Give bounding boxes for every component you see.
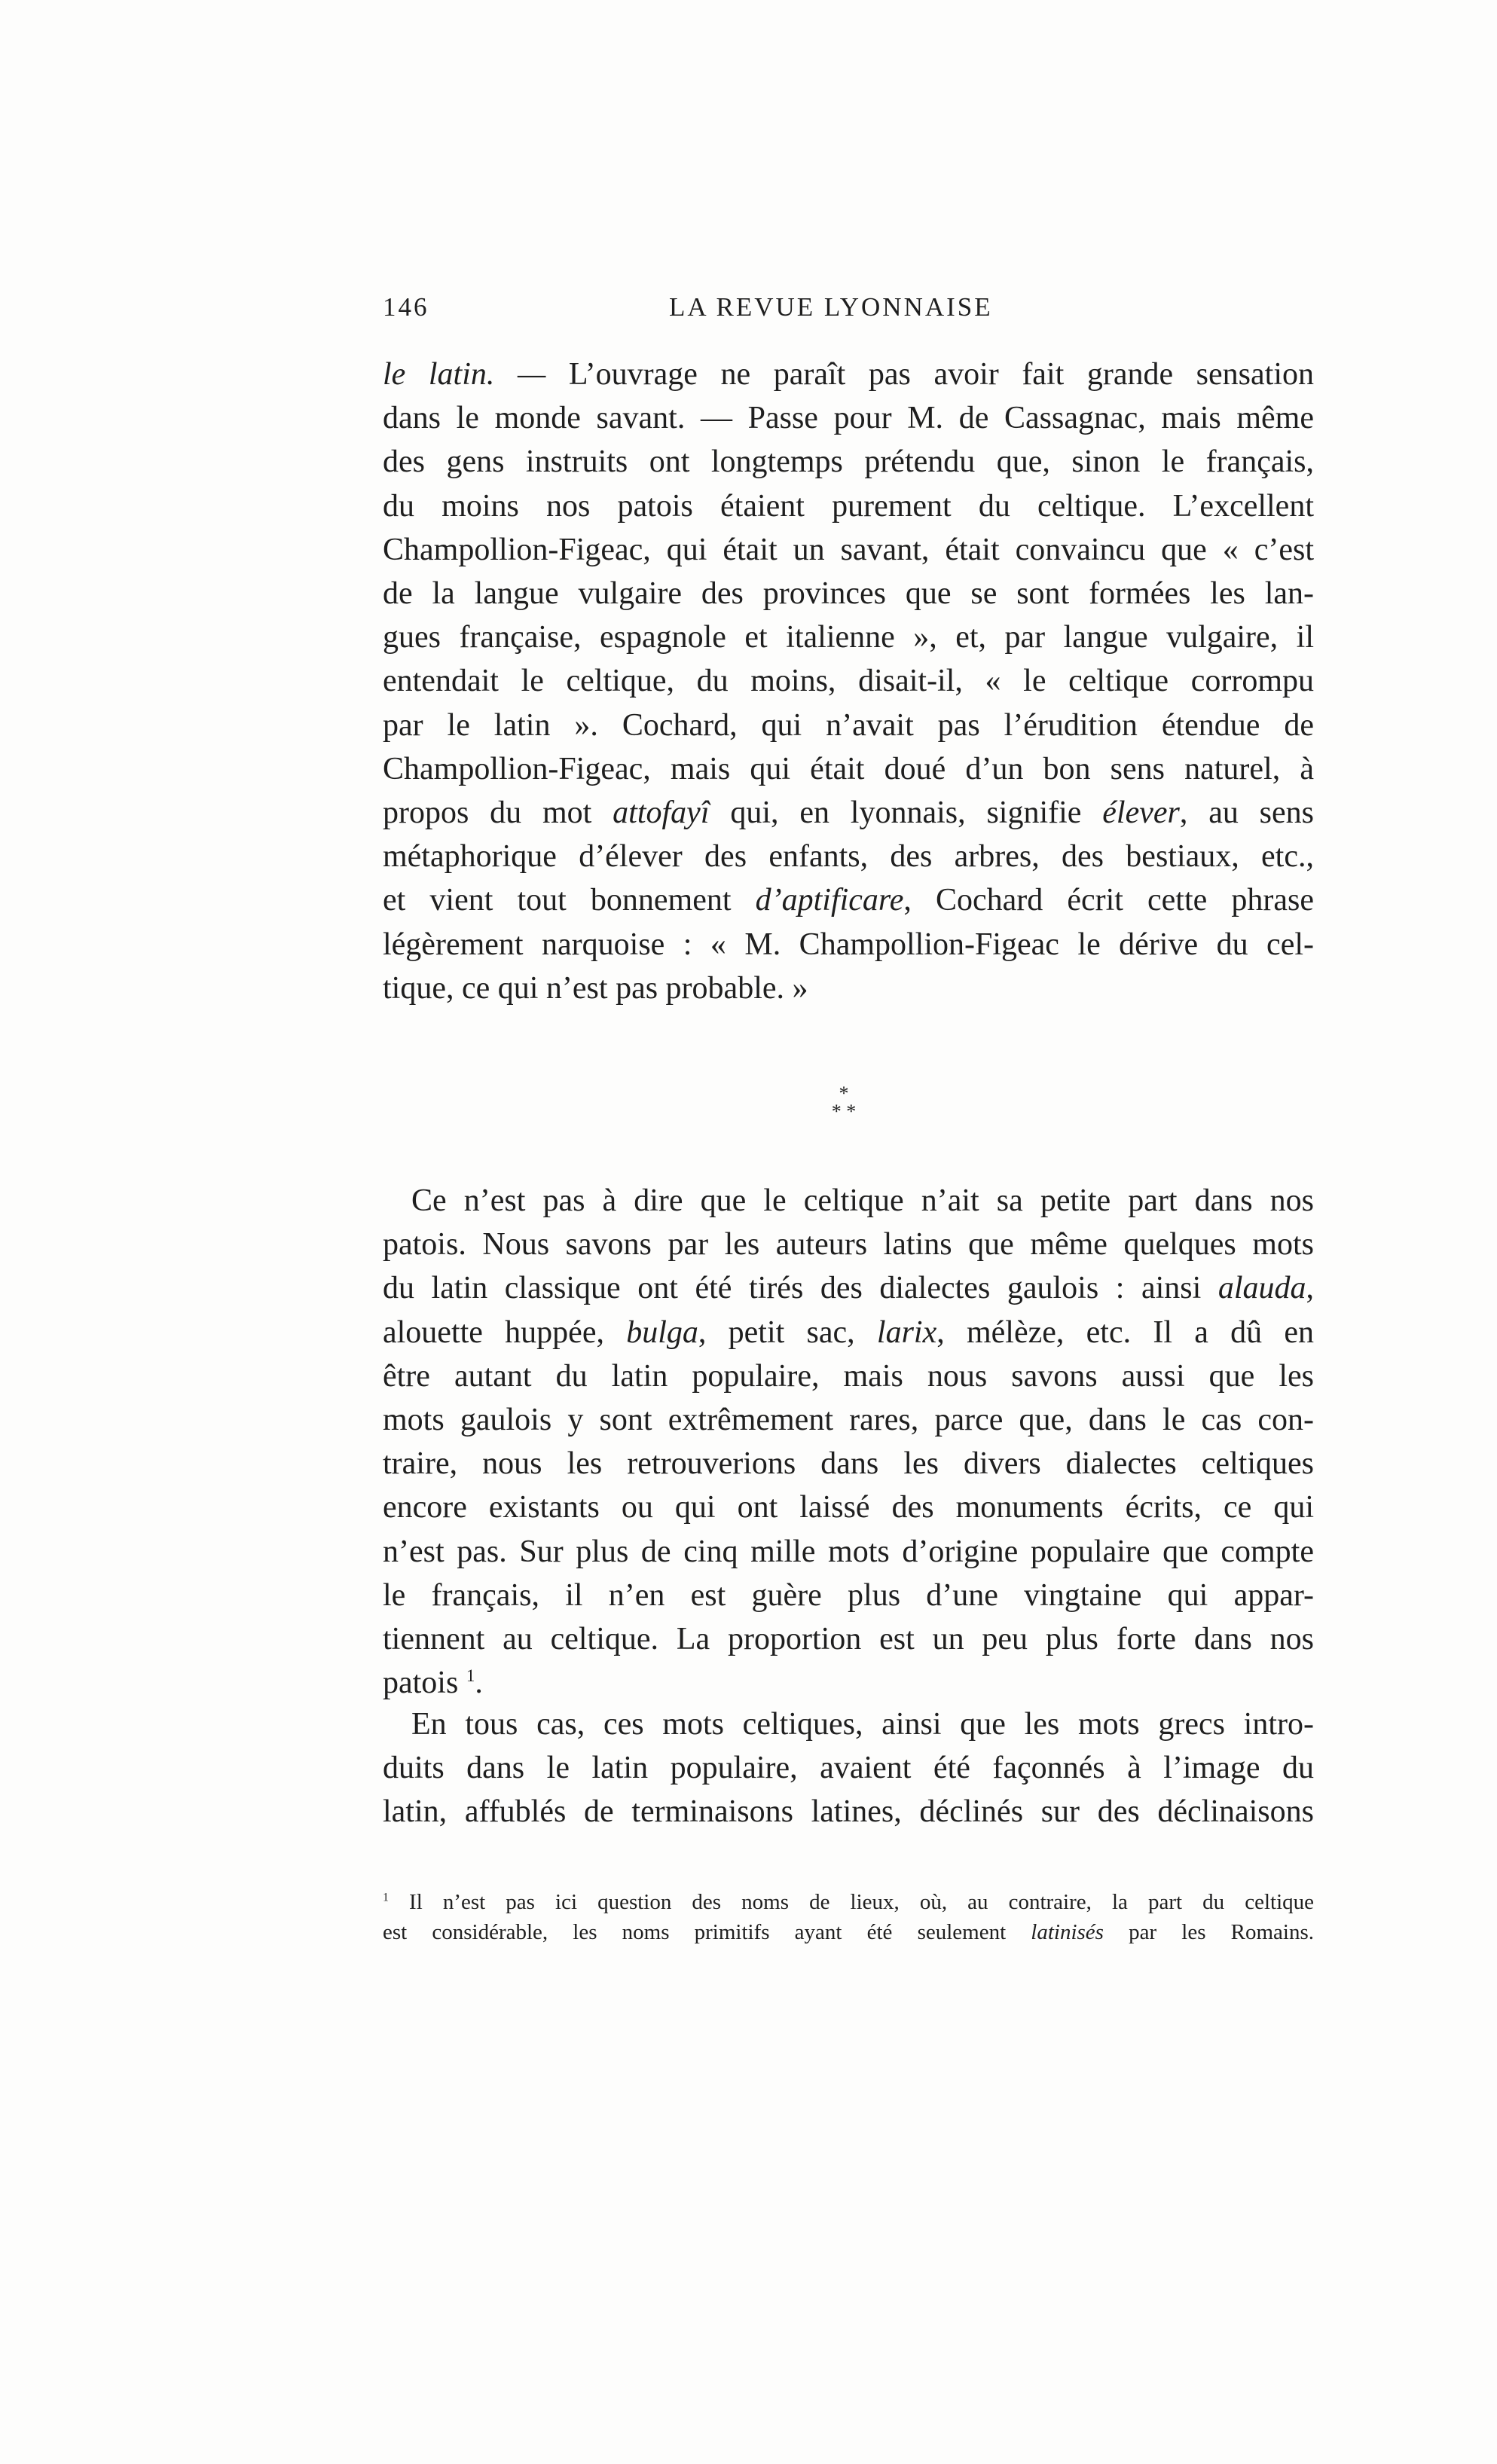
text-line: gues française, espagnole et italienne », et, par langue vulgaire, il [383, 620, 1314, 655]
footnote-marker: 1 [466, 1666, 475, 1686]
text-line: Champollion-Figeac, qui était un savant, était convaincu que « c’est [383, 532, 1314, 567]
text-line: Champollion-Figeac, mais qui était doué d’un bon sens naturel, à [383, 751, 1314, 786]
text-line: mots gaulois y sont extrêmement rares, parce que, dans le cas con- [383, 1403, 1314, 1438]
paragraph-1 [383, 353, 1314, 1010]
text-line: duits dans le latin populaire, avaient été façonnés à l’image du [383, 1751, 1314, 1786]
asterism-top: * [839, 1082, 849, 1104]
text-line: légèrement narquoise : « M. Champollion-Figeac le dérive du cel- [383, 927, 1314, 962]
footnote-line: $^1$ Il n’est pas ici question des noms de lieux, où, au contraire, la part du celtique [383, 1890, 1314, 1914]
text-line: patois $^1$. [383, 1666, 483, 1701]
text-line: Ce n’est pas à dire que le celtique n’ait sa petite part dans nos [411, 1183, 1314, 1218]
footnote-line: est considérable, les noms primitifs ayant été seulement latinisés par les Romains. [383, 1920, 1315, 1944]
paragraph-2 [383, 1179, 1314, 1705]
asterism-bottom: * * [831, 1101, 857, 1122]
italic-text: attofayî [613, 795, 710, 831]
text-line: de la langue vulgaire des provinces que se sont formées les lan- [383, 576, 1314, 612]
text-line: propos du mot attofayî qui, en lyonnais, signifie élever, au sens [383, 795, 1314, 831]
italic-text: élever [1102, 795, 1180, 831]
italic-text: d’aptificare [755, 883, 904, 918]
asterism-ornament [814, 1082, 874, 1137]
text-line: dans le monde savant. — Passe pour M. de Cassagnac, mais même [383, 401, 1314, 436]
text-line: par le latin ». Cochard, qui n’avait pas l’érudition étendue de [383, 707, 1314, 743]
journal-title: LA REVUE LYONNAISE [669, 292, 993, 322]
page-number: 146 [383, 292, 429, 322]
text-line: être autant du latin populaire, mais nous savons aussi que les [383, 1358, 1314, 1394]
text-line: le français, il n’en est guère plus d’une vingtaine qui appar- [383, 1577, 1314, 1613]
text-line: alouette huppée, bulga, petit sac, larix, mélèze, etc. Il a dû en [383, 1314, 1315, 1350]
text-line: entendait le celtique, du moins, disait-il, « le celtique corrompu [383, 664, 1314, 699]
footnote-number: 1 [383, 1891, 389, 1904]
text-line: En tous cas, ces mots celtiques, ainsi que les mots grecs intro- [411, 1707, 1314, 1742]
text-line: et vient tout bonnement d’aptificare, Cochard écrit cette phrase [383, 883, 1314, 918]
text-line: traire, nous les retrouverions dans les divers dialectes celtiques [383, 1446, 1314, 1482]
text-line: tiennent au celtique. La proportion est un peu plus forte dans nos [383, 1622, 1314, 1657]
italic-text: bulga [626, 1314, 698, 1350]
text-line: encore existants ou qui ont laissé des monuments écrits, ce qui [383, 1490, 1314, 1525]
italic-text: alauda [1217, 1271, 1306, 1306]
text-line: le latin. — L’ouvrage ne paraît pas avoir fait grande sensation [383, 357, 1314, 392]
text-line: du moins nos patois étaient purement du celtique. L’excellent [383, 488, 1314, 524]
text-line: tique, ce qui n’est pas probable. » [383, 970, 808, 1006]
text-line: n’est pas. Sur plus de cinq mille mots d’origine populaire que compte [383, 1534, 1314, 1569]
text-line: métaphorique d’élever des enfants, des arbres, des bestiaux, etc., [383, 839, 1314, 875]
italic-text: le latin. — [383, 357, 546, 392]
text-line: du latin classique ont été tirés des dialectes gaulois : ainsi alauda, [383, 1271, 1314, 1306]
text-line: latin, affublés de terminaisons latines, déclinés sur des déclinaisons [383, 1794, 1314, 1830]
text-line: des gens instruits ont longtemps prétendu que, sinon le français, [383, 444, 1314, 480]
paragraph-3 [383, 1702, 1314, 1834]
text-line: patois. Nous savons par les auteurs latins que même quelques mots [383, 1227, 1314, 1263]
italic-text: larix [876, 1314, 937, 1350]
italic-text: latinisés [1031, 1920, 1104, 1944]
running-head [383, 292, 1314, 337]
footnote [383, 1887, 1314, 1947]
